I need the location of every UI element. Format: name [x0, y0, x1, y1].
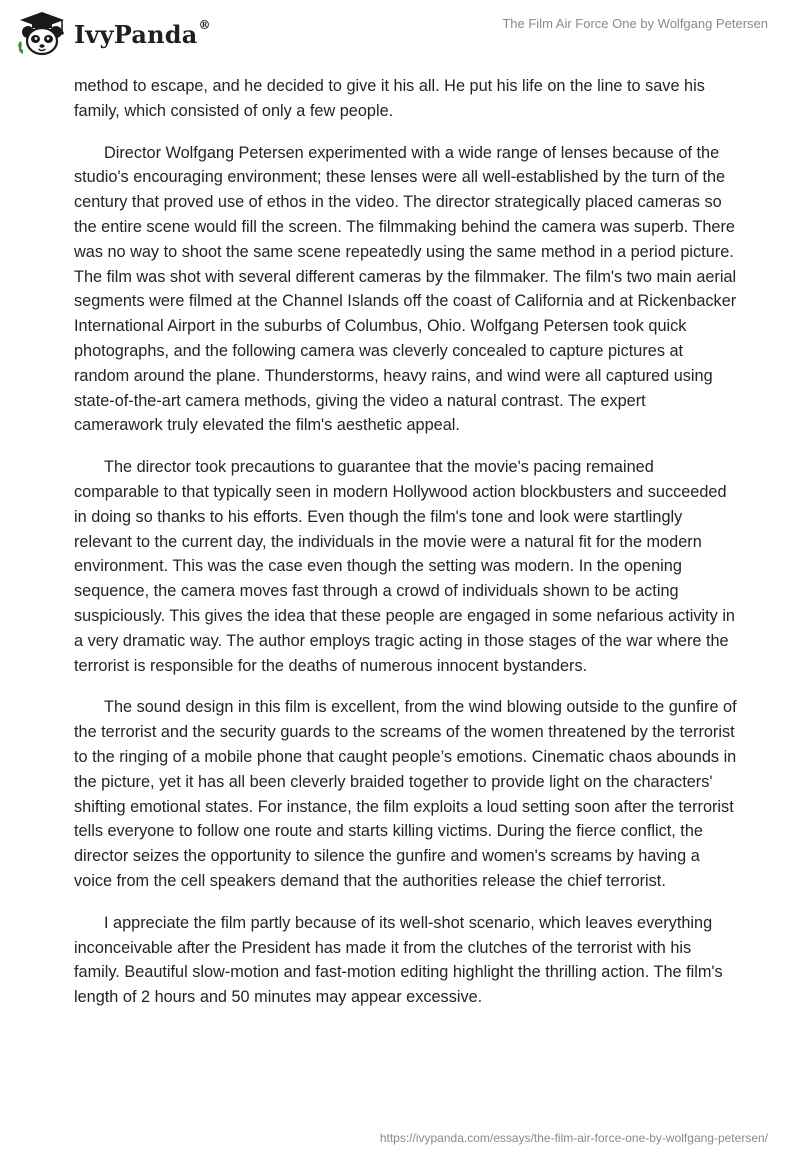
page-header [0, 0, 800, 72]
panda-graduate-icon [14, 10, 70, 58]
paragraph: The sound design in this film is excellent, from the wind blowing outside to the gunfire of the terrorist and the security guards to the screams of the women threatened by the terrorist to the ringing of a mobile phone that caught people’s emotions. Cinematic chaos abounds in the picture, yet it has all been cleverly braided together to provide light on the characters' shifting emotional states. For instance, the film exploits a loud setting soon after the terrorist tells everyone to follow one route and starts killing victims. During the fierce conflict, the director seizes the opportunity to silence the gunfire and women's screams by having a voice from the cell speakers demand that the authorities release the chief terrorist. [74, 698, 737, 890]
brand-name: IvyPanda® [74, 17, 211, 49]
brand-logo[interactable] [14, 8, 211, 60]
document-title: The Film Air Force One by Wolfgang Petersen [502, 16, 768, 31]
paragraph: The director took precautions to guarantee that the movie's pacing remained comparable to that typically seen in modern Hollywood action blockbusters and succeeded in doing so thanks to his efforts. Even though the film's tone and look were startlingly relevant to the current day, the individuals in the movie were a natural fit for the modern environment. This was the case even though the setting was modern. In the opening sequence, the camera moves fast through a crowd of individuals shown to be acting suspiciously. This gives the idea that these people are engaged in some nefarious activity in a very dramatic way. The author employs tragic acting in those stages of the war where the terrorist is responsible for the deaths of numerous innocent bystanders. [74, 458, 735, 675]
paragraph-continued: method to escape, and he decided to give it his all. He put his life on the line to save his family, which consisted of only a few people. [74, 77, 705, 120]
essay-body [74, 74, 738, 1027]
paragraph: I appreciate the film partly because of its well-shot scenario, which leaves everything inconceivable after the President has made it from the clutches of the terrorist with his family. Beautiful slow-motion and fast-motion editing highlight the thrilling action. The film's length of 2 hours and 50 minutes may appear excessive. [74, 913, 723, 1007]
registered-mark: ® [198, 17, 211, 32]
paragraph: Director Wolfgang Petersen experimented with a wide range of lenses because of the studio's encouraging environment; these lenses were all well-established by the turn of the century that proved use of ethos in the video. The director strategically placed cameras so the entire scene would fill the screen. The filmmaking behind the camera was superb. There was no way to shoot the same scene repeatedly using the same method in a period picture. The film was shot with several different cameras by the filmmaker. The film's two main aerial segments were filmed at the Channel Islands off the coast of California and at Rickenbacker International Airport in the suburbs of Columbus, Ohio. Wolfgang Petersen took quick photographs, and the following camera was cleverly concealed to capture pictures at random around the plane. Thunderstorms, heavy rains, and wind were all captured using state-of-the-art camera methods, giving the video a natural contrast. The expert camerawork truly elevated the film's aesthetic appeal. [74, 143, 737, 435]
source-url-link[interactable]: https://ivypanda.com/essays/the-film-air-force-one-by-wolfgang-petersen/ [379, 1131, 768, 1145]
